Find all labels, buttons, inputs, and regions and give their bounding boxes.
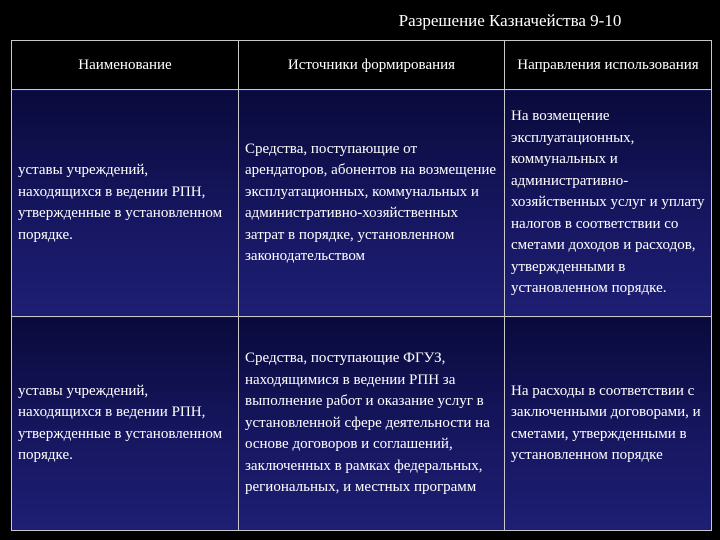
header-sources-text: Источники формирования — [287, 56, 456, 73]
cell-name — [12, 90, 239, 317]
cell-usage — [505, 90, 712, 317]
table-header-row — [12, 41, 712, 90]
header-name-text: Наименование — [78, 56, 172, 73]
cell-usage-text: На возмещение эксплуатационных, коммунальных и административно-хозяйственных услуг и уплату налогов в соответствии со сметами доходов и расходов, утвержденными в установленном порядке. — [511, 108, 705, 297]
header-usage — [505, 41, 712, 90]
cell-name — [12, 317, 239, 531]
header-sources — [239, 41, 505, 90]
cell-sources — [239, 317, 505, 531]
cell-usage-text: На расходы в соответствии с заключенными договорами, и сметами, утвержденными в установленном порядке — [511, 382, 701, 463]
table-row — [12, 317, 712, 531]
cell-sources-text: Средства, поступающие ФГУЗ, находящимися в ведении РПН за выполнение работ и оказание услуг в установленной сфере деятельности на основе договоров и соглашений, заключенных в рамках федеральных, региональных, и местных программ — [245, 350, 490, 496]
slide-title: Разрешение Казначейства 9-10 — [398, 11, 622, 30]
treasury-permission-table — [11, 40, 712, 531]
cell-sources — [239, 90, 505, 317]
cell-usage — [505, 317, 712, 531]
cell-name-text: уставы учреждений, находящихся в ведении РПН, утвержденные в установленном порядке. — [18, 382, 223, 463]
table-row — [12, 90, 712, 317]
header-name — [12, 41, 239, 90]
cell-sources-text: Средства, поступающие от арендаторов, абонентов на возмещение эксплуатационных, коммунальных и административно-хозяйственных затрат в порядке, установленном законодательством — [245, 140, 497, 264]
header-usage-text: Направления использования — [517, 56, 699, 73]
cell-name-text: уставы учреждений, находящихся в ведении РПН, утвержденные в установленном порядке. — [18, 162, 223, 243]
